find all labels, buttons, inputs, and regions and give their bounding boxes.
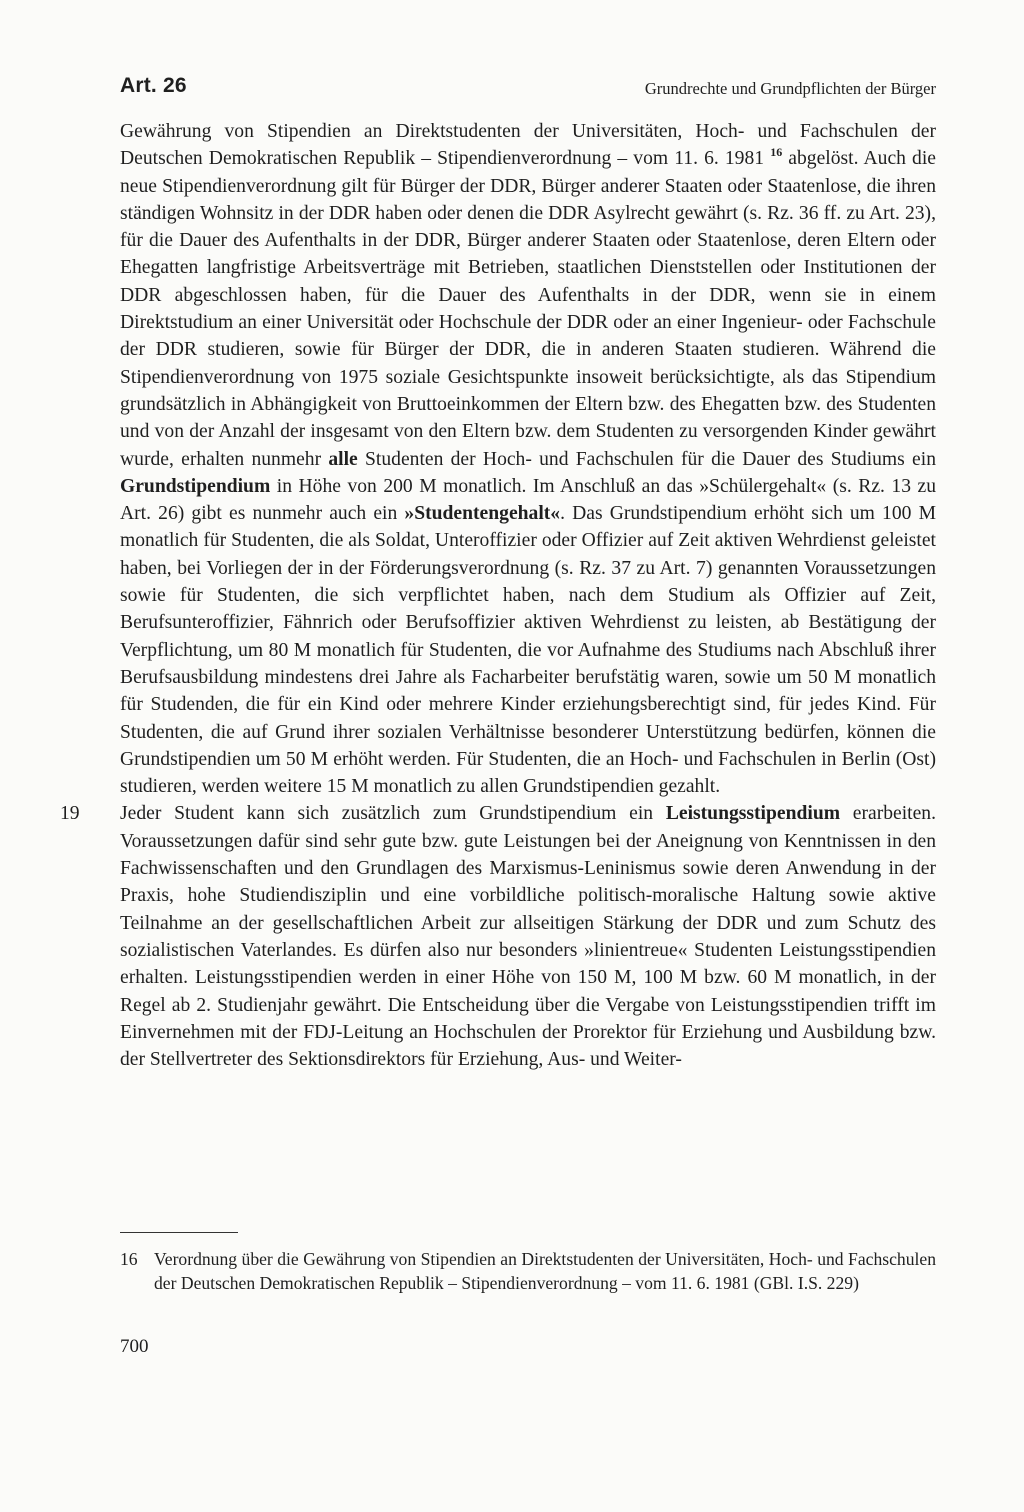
paragraph-text: Studenten der Hoch- und Fachschulen für die Dauer des Studiums ein (357, 448, 936, 470)
paragraph-continued (120, 118, 936, 800)
running-head (120, 72, 936, 108)
paragraph-text: . Das Grundstipendium erhöht sich um 100 M monatlich für Studenten, die als Soldat, Unteroffizier oder Offizier auf Zeit aktiven Wehrdienst geleistet haben, bei Vorliegen der in der Förderungsverordnung (s. Rz. 37 zu Art. 7) genannten Voraussetzungen sowie für Studenten, die sich verpflichtet haben, nach dem Studium als Offizier auf Zeit, Berufsunteroffizier, Fähnrich oder Berufsoffizier aktiven Wehrdienst zu leisten, ab Bestätigung der Verpflichtung, um 80 M monatlich für Studenten, die vor Aufnahme des Studiums nach Abschluß ihrer Berufsausbildung mindestens drei Jahre als Facharbeiter berufstätig waren, sowie um 50 M monatlich für Studenden, die für ein Kind oder mehrere Kinder erziehungsberechtigt sind, für jedes Kind. Für Studenten, die auf Grund ihrer sozialen Verhältnisse besonderer Unterstützung bedürfen, können die Grundstipendien um 50 M erhöht werden. Für Studenten, die an Hoch- und Fachschulen in Berlin (Ost) studieren, werden weitere 15 M monatlich zu allen Grundstipendien gezahlt. (120, 503, 936, 798)
bold-term: Grundstipendium (120, 475, 271, 497)
margin-number: 19 (60, 803, 80, 825)
paragraph-text: abgelöst. Auch die neue Stipendienverordnung gilt für Bürger der DDR, Bürger anderer Staaten oder Staatenlose, die ihren ständigen Wohnsitz in der DDR haben oder denen die DDR Asylrecht gewährt (s. Rz. 36 ff. zu Art. 23), für die Dauer des Aufenthalts in der DDR, Bürger anderer Staaten oder Staatenlose, deren Eltern oder Ehegatten langfristige Arbeitsverträge mit Betrieben, staatlichen Dienststellen oder Institutionen der DDR abgeschlossen haben, für die Dauer des Aufenthalts in der DDR, wenn sie in einem Direktstudium an einer Universität oder Hochschule der DDR oder an einer Ingenieur- oder Fachschule der DDR studieren, sowie für Bürger der DDR, die in anderen Staaten studieren. Während die Stipendienverordnung von 1975 soziale Gesichtspunkte insoweit berücksichtigte, als das Stipendium grundsätzlich in Abhängigkeit von Bruttoeinkommen der Eltern bzw. des Ehegatten bzw. des Studenten und von der Anzahl der insgesamt von den Eltern bzw. dem Studenten zu versorgenden Kinder gewährt wurde, erhalten nunmehr (120, 148, 936, 470)
body-text (60, 118, 936, 1073)
footnote-divider (120, 1232, 238, 1233)
section-title: Grundrechte und Grundpflichten der Bürger (644, 79, 936, 98)
footnote-number: 16 (120, 1249, 138, 1269)
paragraph-19 (60, 800, 936, 1073)
bold-term: alle (328, 448, 358, 470)
paragraph-text: Jeder Student kann sich zusätzlich zum Grundstipendium ein (120, 803, 666, 825)
page-number: 700 (120, 1336, 149, 1357)
bold-term: »Studentengehalt« (404, 503, 561, 525)
paragraph-text: in Höhe von 200 M monatlich. Im Anschluß an das »Schülergehalt« (s. Rz. 13 zu Art. 26) gibt es nunmehr auch ein (120, 475, 936, 525)
footnote (120, 1248, 936, 1295)
paragraph-text: Gewährung von Stipendien an Direktstudenten der Universitäten, Hoch- und Fachschulen der Deutschen Demokratischen Republik – Stipendienverordnung – vom 11. 6. 1981 (120, 121, 936, 170)
paragraph-text: erarbeiten. Voraussetzungen dafür sind sehr gute bzw. gute Leistungen bei der Aneignung von Kenntnissen in den Fachwissenschaften und den Grundlagen des Marxismus-Leninismus sowie deren Anwendung in der Praxis, hohe Studiendisziplin und eine vorbildliche politisch-moralische Haltung sowie aktive Teilnahme an der gesellschaftlichen Arbeit zur allseitigen Stärkung der DDR und zum Schutz des sozialistischen Vaterlandes. Es dürfen also nur besonders »linientreue« Studenten Leistungsstipendien erhalten. Leistungsstipendien werden in einer Höhe von 150 M, 100 M bzw. 60 M monatlich, in der Regel ab 2. Studienjahr gewährt. Die Entscheidung über die Vergabe von Leistungsstipendien trifft im Einvernehmen mit der FDJ-Leitung an Hochschulen der Prorektor für Erziehung und Ausbildung bzw. der Stellvertreter des Sektionsdirektors für Erziehung, Aus- und Weiter- (120, 803, 936, 1071)
article-label: Art. 26 (120, 74, 187, 97)
footnote-reference: 16 (770, 144, 783, 159)
footnote-text: Verordnung über die Gewährung von Stipendien an Direktstudenten der Universitäten, Hoch- und Fachschulen der Deutschen Demokratischen Republik – Stipendienverordnung – vom 11. 6. 1981 (GBl. I.S. 229) (154, 1249, 936, 1293)
bold-term: Leistungsstipendium (665, 803, 841, 825)
